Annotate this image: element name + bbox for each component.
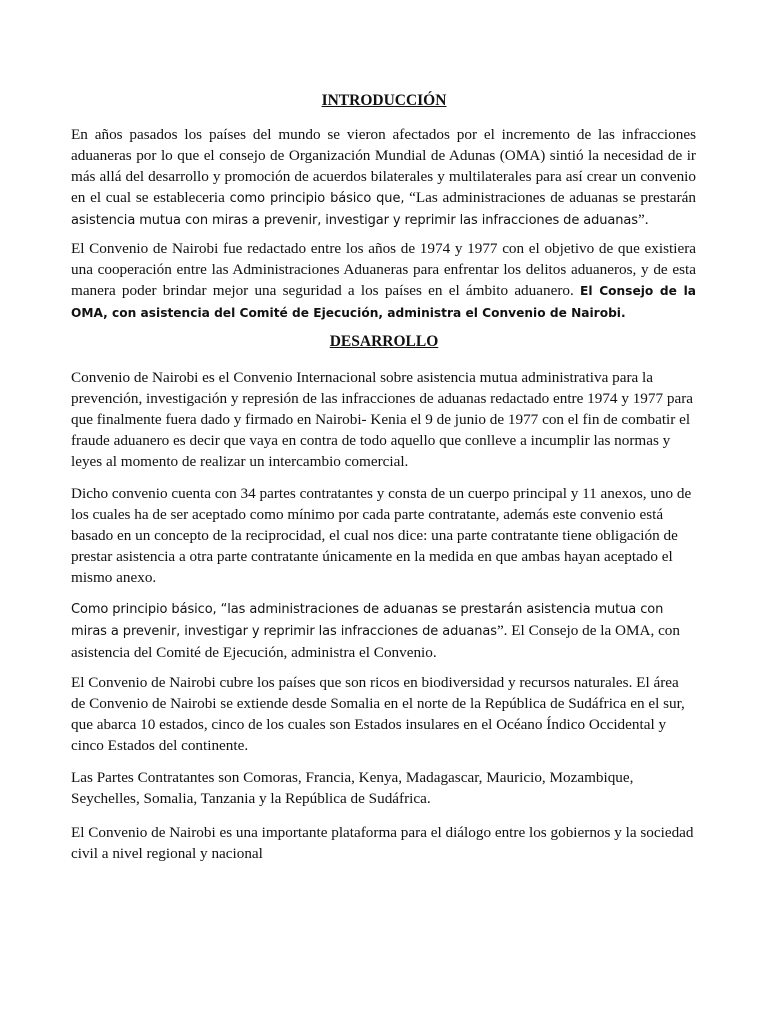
intro-paragraph-2 (71, 238, 696, 324)
development-paragraph-1: Convenio de Nairobi es el Convenio Internacional sobre asistencia mutua administrativa para la prevención, investigación y represión de las infracciones de aduanas redactado entre 1974 y 1977 para que finalmente fuera dado y firmado en Nairobi- Kenia el 9 de junio de 1977 con el fin de combatir el fraude aduanero es decir que vaya en contra de todo aquello que conlleve a incumplir las normas y leyes al momento de realizar un intercambio comercial. (71, 369, 694, 470)
development-heading: DESARROLLO (329, 333, 439, 350)
development-paragraph-4: El Convenio de Nairobi cubre los países que son ricos en biodiversidad y recursos naturales. El área de Convenio de Nairobi se extiende desde Somalia en el norte de la República de Sudáfrica en el sur, que abarca 10 estados, cinco de los cuales son Estados insulares en el Océano Índico Occidental y cinco Estados del continente. (71, 674, 685, 754)
intro-p1-principle: como principio básico que, (229, 191, 405, 206)
intro-p1-quote-end: ”. (637, 211, 649, 228)
intro-p2-bold: El Consejo de la OMA, con asistencia del Comité de Ejecución, administra el Convenio de Nairobi. (71, 284, 696, 320)
development-paragraph-6: El Convenio de Nairobi es una importante plataforma para el diálogo entre los gobiernos y la sociedad civil a nivel regional y nacional (71, 824, 694, 862)
intro-heading: INTRODUCCIÓN (321, 92, 447, 109)
development-paragraph-2: Dicho convenio cuenta con 34 partes contratantes y consta de un cuerpo principal y 11 anexos, uno de los cuales ha de ser aceptado como mínimo por cada parte contratante, además este convenio está basado en un concepto de la reciprocidad, el cual nos dice: una parte contratante tiene obligación de prestar asistencia a otra parte contratante únicamente en la medida en que ambas hayan aceptado el mismo anexo. (71, 485, 692, 586)
development-paragraph-5: Las Partes Contratantes son Comoras, Francia, Kenya, Madagascar, Mauricio, Mozambique, Seychelles, Somalia, Tanzania y la República de Sudáfrica. (71, 769, 634, 807)
intro-p1-text: En años pasados los países del mundo se vieron afectados por el incremento de las infracciones aduaneras por lo que el consejo de Organización Mundial de Adunas (OMA) sintió la necesidad de ir más allá del desarrollo y promoción de acuerdos bilaterales y multilaterales para así crear un convenio en el cual se estableceria (71, 126, 696, 206)
intro-paragraph-1 (71, 124, 696, 231)
dev-p3-quote: Como principio básico, “las administraciones de aduanas se prestarán asistencia mutua con miras a prevenir, investigar y reprimir las infracciones de aduanas (71, 602, 664, 639)
development-paragraph-3 (71, 598, 696, 663)
intro-p2-text: El Convenio de Nairobi fue redactado entre los años de 1974 y 1977 con el objetivo de que existiera una cooperación entre las Administraciones Aduaneras para enfrentar los delitos aduaneros, y de esta manera poder brindar mejor una seguridad a los países en el ámbito aduanero. (71, 240, 696, 299)
dev-p3-text: ”. El Consejo de la OMA, con asistencia del Comité de Ejecución, administra el Convenio. (71, 622, 680, 661)
intro-p1-quote-start: “Las administraciones de aduanas se prestarán (404, 189, 696, 206)
intro-p1-quote: asistencia mutua con miras a prevenir, investigar y reprimir las infracciones de aduanas (71, 213, 638, 228)
